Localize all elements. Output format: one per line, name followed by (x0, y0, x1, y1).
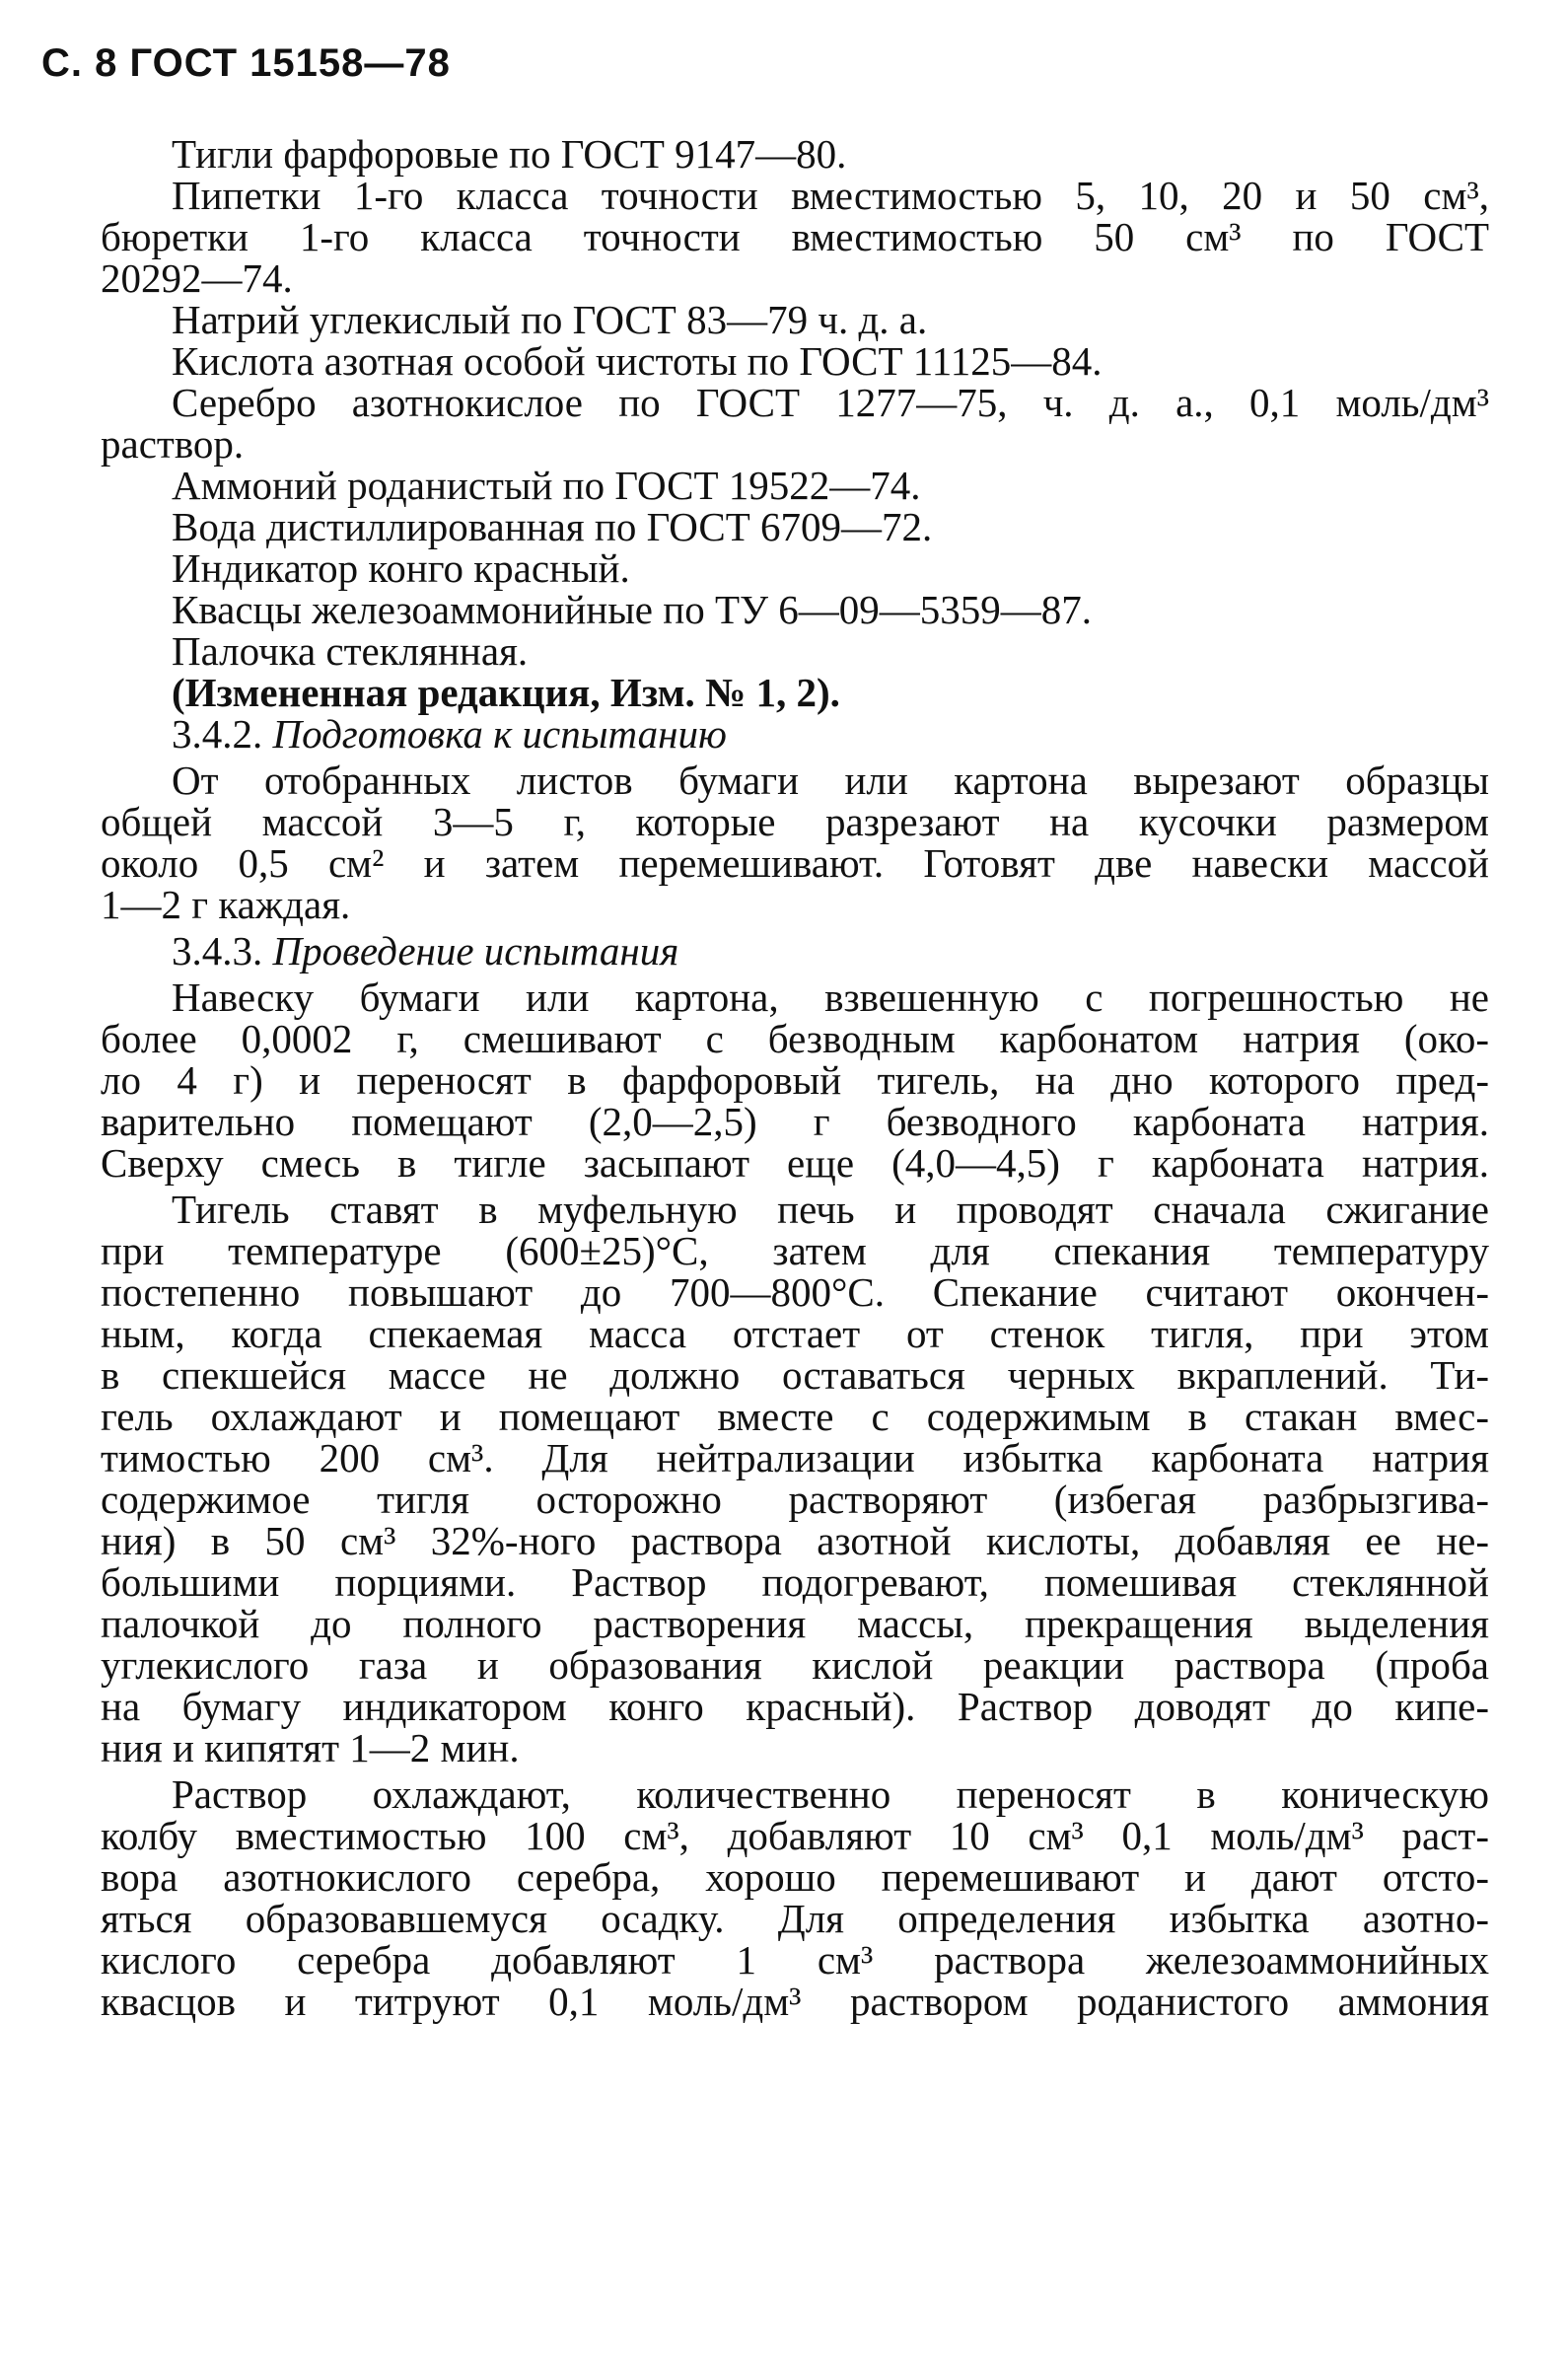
text-line: палочкой до полного растворения массы, прекращения выделения (101, 1601, 1489, 1646)
section-heading: 3.4.2. Подготовка к испытанию (172, 711, 727, 757)
text-line: 1—2 г каждая. (101, 882, 351, 927)
text-line: углекислого газа и образования кислой реакции раствора (проба (101, 1642, 1489, 1688)
text-line: Раствор охлаждают, количественно переносят в коническую (172, 1771, 1489, 1817)
document-body (101, 133, 1489, 2022)
text-line: содержимое тигля осторожно растворяют (избегая разбрызгива- (101, 1477, 1489, 1522)
text-line: Вода дистиллированная по ГОСТ 6709—72. (172, 504, 933, 549)
text-line: ния и кипятят 1—2 мин. (101, 1725, 520, 1770)
text-line: Сверху смесь в тигле засыпают еще (4,0—4,5) г карбоната натрия. (101, 1140, 1489, 1186)
text-line: ным, когда спекаемая масса отстает от стенок тигля, при этом (101, 1311, 1489, 1356)
text-line: в спекшейся массе не должно оставаться черных вкраплений. Ти- (101, 1352, 1489, 1398)
text-line: кислого серебра добавляют 1 см³ раствора железоаммонийных (101, 1937, 1489, 1983)
text-line: ло 4 г) и переносят в фарфоровый тигель, на дно которого пред- (101, 1057, 1489, 1103)
section-heading: 3.4.3. Проведение испытания (172, 928, 679, 974)
text-line: ния) в 50 см³ 32%-ного раствора азотной кислоты, добавляя ее не- (101, 1518, 1489, 1563)
amendment-note: (Измененная редакция, Изм. № 1, 2). (172, 670, 840, 715)
text-line: раствор. (101, 421, 245, 467)
text-line: квасцов и титруют 0,1 моль/дм³ раствором роданистого аммония (101, 1979, 1489, 2024)
text-line: Тигли фарфоровые по ГОСТ 9147—80. (172, 131, 847, 177)
text-line: более 0,0002 г, смешивают с безводным карбонатом натрия (око- (101, 1016, 1489, 1061)
text-line: яться образовавшемуся осадку. Для определения избытка азотно- (101, 1896, 1489, 1941)
text-line: варительно помещают (2,0—2,5) г безводного карбоната натрия. (101, 1099, 1489, 1144)
text-line: большими порциями. Раствор подогревают, помешивая стеклянной (101, 1559, 1489, 1605)
text-line: при температуре (600±25)°С, затем для спекания температуру (101, 1228, 1489, 1273)
text-line: Серебро азотнокислое по ГОСТ 1277—75, ч. д. а., 0,1 моль/дм³ (172, 380, 1489, 425)
text-line: около 0,5 см² и затем перемешивают. Готовят две навески массой (101, 840, 1489, 886)
text-line: бюретки 1-го класса точности вместимостью 50 см³ по ГОСТ (101, 214, 1489, 259)
text-line: Навеску бумаги или картона, взвешенную с погрешностью не (172, 974, 1489, 1020)
text-line: 20292—74. (101, 255, 293, 301)
text-line: гель охлаждают и помещают вместе с содержимым в стакан вмес- (101, 1394, 1489, 1439)
text-line: постепенно повышают до 700—800°С. Спекание считают окончен- (101, 1269, 1489, 1315)
text-line: Аммоний роданистый по ГОСТ 19522—74. (172, 463, 921, 508)
text-line: Индикатор конго красный. (172, 545, 630, 591)
page-header: С. 8 ГОСТ 15158—78 (41, 41, 451, 85)
text-line: Пипетки 1-го класса точности вместимостью 5, 10, 20 и 50 см³, (172, 173, 1489, 218)
text-line: Тигель ставят в муфельную печь и проводят сначала сжигание (172, 1187, 1489, 1232)
text-line: на бумагу индикатором конго красный). Раствор доводят до кипе- (101, 1684, 1489, 1729)
text-line: Палочка стеклянная. (172, 628, 529, 674)
text-line: общей массой 3—5 г, которые разрезают на кусочки размером (101, 799, 1489, 844)
text-line: От отобранных листов бумаги или картона вырезают образцы (172, 757, 1489, 803)
text-line: колбу вместимостью 100 см³, добавляют 10 см³ 0,1 моль/дм³ раст- (101, 1813, 1489, 1858)
text-line: тимостью 200 см³. Для нейтрализации избытка карбоната натрия (101, 1435, 1489, 1480)
text-line: Натрий углекислый по ГОСТ 83—79 ч. д. а. (172, 297, 928, 342)
text-line: вора азотнокислого серебра, хорошо перемешивают и дают отсто- (101, 1854, 1489, 1900)
text-line: Квасцы железоаммонийные по ТУ 6—09—5359—87. (172, 587, 1093, 632)
text-line: Кислота азотная особой чистоты по ГОСТ 11125—84. (172, 338, 1103, 384)
